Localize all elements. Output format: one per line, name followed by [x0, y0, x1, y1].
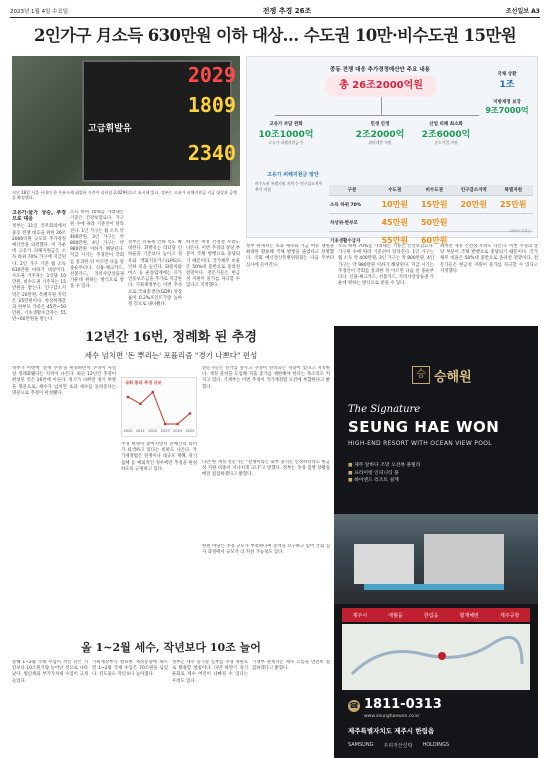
photo-caption: 지난 18일 서울 시내의 한 주유소에 휘발유 가격이 리터당 2,029원으로 표시돼 있다. 정부는 고유가 피해지원금 지급 대상과 금액을 확정했다. — [12, 190, 237, 200]
phone-icon: ☎ — [349, 701, 359, 710]
ad-tagline-italic: The Signature — [348, 404, 421, 415]
masthead — [10, 4, 540, 18]
price-row-2: 1809 — [187, 93, 236, 117]
table-header: 특별지원 — [493, 185, 533, 196]
chart-svg — [122, 388, 196, 434]
masthead-date: 2023년 1월 4일 수요일 — [10, 8, 69, 15]
ad-phone[interactable]: 1811-0313 — [364, 697, 442, 712]
main-headline: 2인가구 月소득 630만원 이하 대상… 수도권 10만·비수도권 15만원 — [33, 26, 517, 45]
list-item: ■ 제주 앞바다 조망 오션뷰 풀빌라 — [348, 462, 420, 470]
ad-tagline: HIGH-END RESORT WITH OCEAN VIEW POOL — [348, 440, 492, 447]
ad-website[interactable]: www.seunghaewon.co.kr — [364, 714, 420, 719]
price-row-1: 2029 — [187, 63, 236, 87]
article1-col4: 하지만 재정 건전성 우려도 나온다. 이번 추경의 상당 부분이 국채 발행으로 충당되기 때문이다. 국가채무 비율은 50%대 중반으로 올라설 전망이다. 전문가들은 현금성 지원이 물가를 자극할 수 있다고 지적했다. — [186, 240, 240, 289]
tab-location: 한림읍 — [423, 612, 439, 619]
article1-col7: 하지만 재정 건전성 우려도 나온다. 이번 추경의 상당 부분이 국채 발행으로 충당되기 때문이다. 국가채무 비율은 50%대 중반으로 올라설 전망이다. 전문가들은 현금성 지원이 물가를 자극할 수 있다고 지적했다. — [440, 244, 538, 274]
policy-note: 비수도권 특별지원 지역 등 인구감소지역 추가 지원 — [255, 181, 323, 192]
article1-col3: 정부는 유류세 인하 폭도 확대한다. 휘발유는 리터당 인하율을 기존보다 높이고 경유와 액화석유가스(LPG)도 인하 폭을 늘린다. 화물차와 버스 등 운송업계에는 유가연동보조금을 추가로 지급한다. 기획재정부는 이번 추경으로 국내총생산(GDP) 성장률이 0.2%포인트가량 높아질 것으로 내다봤다. — [128, 240, 182, 308]
mini-chart — [121, 377, 197, 437]
article2-col1: 정부가 이번에 '전쟁 추경'을 편성하면서 추경이 사실상 정례화됐다는 지적이 나온다. 최근 12년간 추경이 편성된 것은 16번에 이른다. 경기가 나쁘면 경기 부양을 명분으로, 세수가 넘치면 초과 세수를 돌려준다는 명분으로 추경이 편성됐다. — [12, 366, 116, 396]
ad-name: SEUNG HAE WON — [348, 418, 500, 436]
masthead-paper: 조선일보 A3 — [505, 8, 540, 15]
tab-location: 애월읍 — [388, 612, 403, 619]
ad-address: 제주특별자치도 제주시 한림읍 — [348, 727, 435, 735]
table-row: 기초생활수급자 55만원 60만원 — [329, 232, 533, 250]
data-point — [189, 412, 192, 415]
article1-col1: 고유가·물가 상승, 추경으로 대응 정부는 31일 국무회의에서 중동 전쟁 대응을 위한 26조2000억원 규모의 추가경정예산안을 의결했다. 이 가운데 고유가 피해지원금은 소득 하위 70% 가구에 지급된다. 2인 가구 기준 월 소득 630만원 이하가 대상이다. 수도권 거주자는 1인당 10만원, 비수도권 거주자는 15만원을 받는다. 인구감소지역은 20만원, 특별지원 지역은 25만원이다. 차상위계층과 한부모 가족은 45만~50만원, 기초생활수급자는 55만~60만원을 받는다. — [12, 210, 66, 322]
location-map — [342, 624, 530, 690]
tab-location: 제주공항 — [500, 612, 520, 619]
building-block — [424, 534, 504, 584]
chart-title: 국회 통과 추경 규모 — [125, 380, 162, 385]
tick-label: 2024 — [173, 429, 183, 433]
stat-side: 지방재정 보강 9조7000억 — [485, 100, 529, 115]
gas-price-photo — [12, 56, 240, 186]
graphic-credit: 그래픽=김성규 — [507, 229, 531, 233]
price-row-4: 2340 — [187, 141, 236, 165]
tick-label: 2023 — [160, 429, 170, 433]
article3-col2: 기획재정부가 발표한 재정동향에 따르면 1~2월 국세 수입은 70조원을 넘었다. 진도율도 작년보다 높아졌다. — [92, 660, 168, 678]
article3-headline: 올 1~2월 세수, 작년보다 10조 늘어 — [81, 641, 261, 654]
location-tabs — [342, 608, 530, 622]
article1-col6: 소득 하위 70%를 가려내는 기준은 건강보험료다. 가구원 수에 따라 기준선이 달라진다. 1인 가구는 월 소득 약 400만원, 3인 가구는 약 800만원, 4인 가구는 약 980만원 이하가 해당된다. 지급 시기는 추경안이 국회를 통과한 뒤 이르면 다음 달 중순부터다. 신용·체크카드, 선불카드, 지역사랑상품권 가운데 원하는 방식으로 받을 수 있다. — [338, 244, 434, 287]
data-point — [152, 391, 155, 394]
infographic-title: 중동 전쟁 대응 추가경정예산안 주요 내용 — [330, 67, 430, 73]
resort-advertisement[interactable] — [334, 326, 538, 758]
article1-col2: 소득 하위 70%를 가려내는 기준은 건강보험료다. 가구원 수에 따라 기준선이 달라진다. 1인 가구는 월 소득 약 400만원, 3인 가구는 약 800만원, 4인 가구는 약 980만원 이하가 해당된다. 지급 시기는 추경안이 국회를 통과한 뒤 이르면 다음 달 중순부터다. 신용·체크카드, 선불카드, 지역사랑상품권 가운데 원하는 방식으로 받을 수 있다. — [70, 210, 124, 290]
article1-col5: 정부 관계자는 초과 세수와 기금 여유 재원을 최대한 활용해 국채 발행을 줄였다고 설명했다. 국회 예산결산특별위원회는 다음 주부터 심사에 들어간다. — [246, 244, 334, 268]
table-row: 차상위·한부모 45만원 50만원 — [329, 214, 533, 232]
budget-infographic — [246, 56, 538, 245]
brand-logo-icon: 승 — [412, 366, 430, 384]
article2-col5: 한편 야당은 추경 규모가 부족하다며 증액을 요구하고 있어 국회 심사 과정에서 규모가 더 커질 가능성도 있다. — [202, 544, 330, 556]
data-point — [139, 403, 142, 406]
ad-brand: 승해원 — [434, 370, 472, 385]
sponsor-label: HOLDINGS — [422, 742, 450, 748]
article2-col4: 다만 한 재정 전문가는 "전쟁이라는 외부 충격은 인정하더라도 현금성 지원 비중이 지나치게 크다"고 말했다. 정부는 추경 집행 상황을 매달 점검하겠다고 밝혔다. — [202, 460, 330, 478]
policy-title: 고유가 피해지원금 방안 — [267, 172, 319, 178]
data-point — [164, 423, 167, 426]
article3-col3: 정부는 세수 증가분 일부를 추경 재원으로 활용할 방침이다. 다만 하반기 경기 둔화로 세수 여건이 나빠질 수 있다는 우려도 있다. — [172, 660, 248, 684]
stat-item: 고유가 부담 완화 10조1000억 고유가 피해지원금 등 — [258, 122, 314, 145]
list-item: ■ 하이엔드 리조트 설계 — [348, 477, 420, 485]
tick-label: 2022 — [148, 429, 158, 433]
article2-subhead: 세수 넘치면 '돈 뿌리는' 포퓰리즘 "경기 나쁘다" 편성 — [84, 351, 258, 360]
table-header: 구분 — [329, 185, 375, 196]
data-point — [176, 423, 179, 426]
article3-col1: 올해 1~2월 국세 수입이 작년 같은 기간보다 10조원가량 늘어난 것으로 나타났다. 법인세와 부가가치세 수입이 크게 늘었다. — [12, 660, 88, 684]
article2-col3: 전문가들은 선거를 앞두고 추경이 반복되는 경향이 있다고 지적한다. 재정 준칙을 도입해 지출 증가를 제한해야 한다는 목소리도 커지고 있다. 기재부는 이번 추경이 국가재정법 요건에 부합한다고 밝혔다. — [202, 366, 330, 390]
masthead-section: 전쟁 추경 26조 — [262, 6, 312, 15]
tick-label: 2025 — [185, 429, 195, 433]
tick-label: 2021 — [135, 429, 145, 433]
infographic-total: 총 26조2000억원 — [325, 75, 437, 97]
stat-item: 민생 안정 2조2000억 취약계층 지원 — [355, 122, 405, 145]
article2-col2: 추경 편성이 잦아지면서 본예산의 의미가 퇴색하고 있다는 비판도 나온다. 국가재정법은 전쟁이나 대규모 재해, 경기 침체 등 예외적인 경우에만 추경을 편성하도록 규정하고 있다. — [121, 442, 197, 472]
article2-headline: 12년간 16번, 정례화 된 추경 — [85, 330, 257, 345]
table-row: 소득 하위 70% 10만원 15만원 20만원 25만원 — [329, 196, 533, 214]
stat-side: 국채 상환 1조 — [497, 72, 517, 90]
sponsor-label: 우리자산신탁 — [383, 743, 413, 749]
tab-location: 제주시 — [352, 612, 368, 619]
connector-line — [275, 115, 479, 116]
pool-strip — [364, 584, 504, 590]
subsidy-table — [329, 185, 533, 249]
list-item: ■ 프라이빗 인피니티 풀 — [348, 470, 420, 478]
stat-item: 산업 피해 최소화 2조6000억 중소기업 지원 — [421, 122, 471, 145]
sponsor-label: SAMSUNG — [348, 742, 374, 748]
series-line — [128, 392, 190, 424]
data-point — [127, 396, 130, 399]
ad-feature-list — [348, 462, 420, 485]
connector-line — [381, 97, 382, 115]
article3-col4: 기재부 관계자는 세수 흐름을 면밀히 점검하겠다고 밝혔다. — [252, 660, 330, 672]
table-header: 인구감소지역 — [454, 185, 494, 196]
ad-sponsors — [348, 742, 449, 749]
tab-location: 협재해변 — [459, 612, 479, 619]
tick-label: 2020 — [123, 429, 133, 433]
building-block — [354, 544, 414, 584]
price-row-3: 고급휘발유 — [88, 124, 132, 134]
table-header: 수도권 — [375, 185, 415, 196]
table-header: 비수도권 — [414, 185, 454, 196]
building-image — [334, 514, 538, 604]
